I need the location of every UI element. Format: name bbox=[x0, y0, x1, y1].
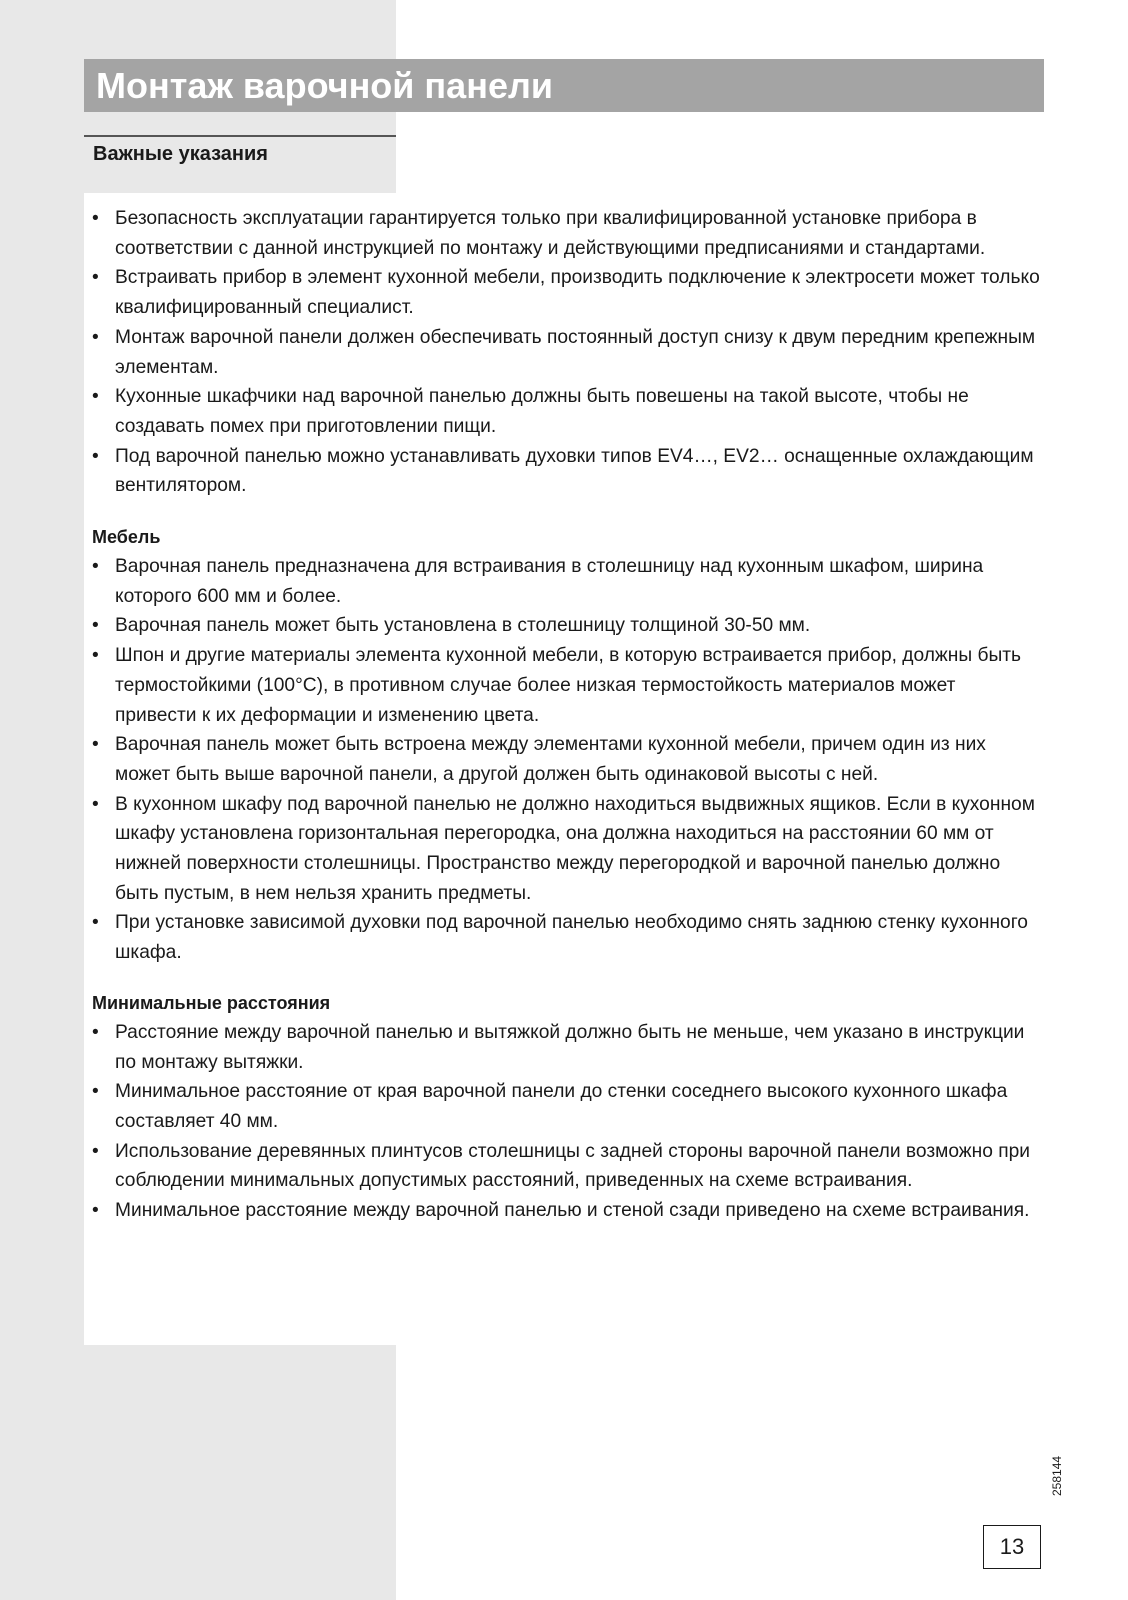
bullet-icon: • bbox=[92, 912, 99, 934]
list-item bbox=[92, 1137, 1042, 1196]
bullet-icon: • bbox=[92, 615, 99, 637]
list-item bbox=[92, 908, 1042, 967]
list-item-text: Шпон и другие материалы элемента кухонной мебели, в которую встраивается прибор, должны быть термостойкими (100°С), в противном случае более низкая термостойкость материалов может привести к их деформации и изменению цвета. bbox=[115, 645, 1022, 726]
bullet-icon: • bbox=[92, 1200, 99, 1222]
bullet-icon: • bbox=[92, 1021, 99, 1043]
list-item-text: Варочная панель предназначена для встраивания в столешницу над кухонным шкафом, ширина которого 600 мм и более. bbox=[115, 556, 984, 607]
list-item-text: В кухонном шкафу под варочной панелью не должно находиться выдвижных ящиков. Если в кухонном шкафу установлена горизонтальная перегородка, она должна находиться на расстоянии 60 мм от нижней поверхности столешницы. Пространство между перегородкой и варочной панелью должно быть пустым, в нем нельзя хранить предметы. bbox=[115, 793, 1035, 904]
section-title: Важные указания bbox=[93, 143, 268, 165]
section-divider bbox=[84, 135, 396, 137]
bullet-icon: • bbox=[92, 326, 99, 348]
bullet-icon: • bbox=[92, 445, 99, 467]
bullet-icon: • bbox=[92, 386, 99, 408]
list-item bbox=[92, 204, 1042, 263]
list-item-text: Кухонные шкафчики над варочной панелью должны быть повешены на такой высоте, чтобы не создавать помех при приготовлении пищи. bbox=[115, 386, 969, 437]
bullet-icon: • bbox=[92, 1081, 99, 1103]
list-item bbox=[92, 1077, 1042, 1136]
furniture-heading: Мебель bbox=[92, 527, 161, 548]
bullet-icon: • bbox=[92, 556, 99, 578]
list-item bbox=[92, 323, 1042, 382]
list-item bbox=[92, 263, 1042, 322]
document-code: 258144 bbox=[1050, 1455, 1064, 1496]
list-item-text: Варочная панель может быть установлена в столешницу толщиной 30-50 мм. bbox=[115, 615, 811, 637]
bullet-icon: • bbox=[92, 267, 99, 289]
list-item-text: Безопасность эксплуатации гарантируется только при квалифицированной установке прибора в соответствии с данной инструкцией по монтажу и действующими предписаниями и стандартами. bbox=[115, 208, 986, 259]
list-item-text: При установке зависимой духовки под варочной панелью необходимо снять заднюю стенку кухонного шкафа. bbox=[115, 912, 1028, 964]
list-item bbox=[92, 1196, 1042, 1226]
list-item-text: Монтаж варочной панели должен обеспечивать постоянный доступ снизу к двум передним крепежным элементам. bbox=[115, 326, 1036, 378]
list-item bbox=[92, 641, 1042, 730]
distances-list bbox=[92, 1018, 1042, 1226]
furniture-list bbox=[92, 552, 1042, 968]
list-item-text: Минимальное расстояние от края варочной панели до стенки соседнего высокого кухонного шкафа составляет 40 мм. bbox=[115, 1081, 1008, 1132]
list-item-text: Минимальное расстояние между варочной панелью и стеной сзади приведено на схеме встраивания. bbox=[115, 1200, 1030, 1222]
main-content bbox=[92, 204, 1042, 1226]
list-item bbox=[92, 1018, 1042, 1077]
list-item-text: Варочная панель может быть встроена между элементами кухонной мебели, причем один из них может быть выше варочной панели, а другой должен быть одинаковой высоты с ней. bbox=[115, 734, 986, 785]
intro-list bbox=[92, 204, 1042, 501]
bullet-icon: • bbox=[92, 1140, 99, 1162]
list-item bbox=[92, 611, 1042, 641]
list-item-text: Встраивать прибор в элемент кухонной мебели, производить подключение к электросети может только квалифицированный специалист. bbox=[115, 267, 1040, 319]
bullet-icon: • bbox=[92, 208, 99, 229]
list-item bbox=[92, 382, 1042, 441]
list-item bbox=[92, 442, 1042, 501]
list-item bbox=[92, 552, 1042, 611]
distances-heading: Минимальные расстояния bbox=[92, 992, 331, 1013]
list-item bbox=[92, 730, 1042, 789]
page-number: 13 bbox=[983, 1525, 1041, 1569]
bullet-icon: • bbox=[92, 793, 99, 815]
list-item-text: Под варочной панелью можно устанавливать духовки типов EV4…, EV2… оснащенные охлаждающим вентилятором. bbox=[115, 445, 1034, 497]
page-title: Монтаж варочной панели bbox=[96, 65, 553, 106]
list-item bbox=[92, 790, 1042, 909]
bullet-icon: • bbox=[92, 645, 99, 667]
list-item-text: Использование деревянных плинтусов столешницы с задней стороны варочной панели возможно при соблюдении минимальных допустимых расстояний, приведенных на схеме встраивания. bbox=[115, 1140, 1031, 1192]
bullet-icon: • bbox=[92, 734, 99, 756]
title-bar bbox=[84, 59, 1044, 112]
list-item-text: Расстояние между варочной панелью и вытяжкой должно быть не меньше, чем указано в инструкции по монтажу вытяжки. bbox=[115, 1021, 1025, 1073]
